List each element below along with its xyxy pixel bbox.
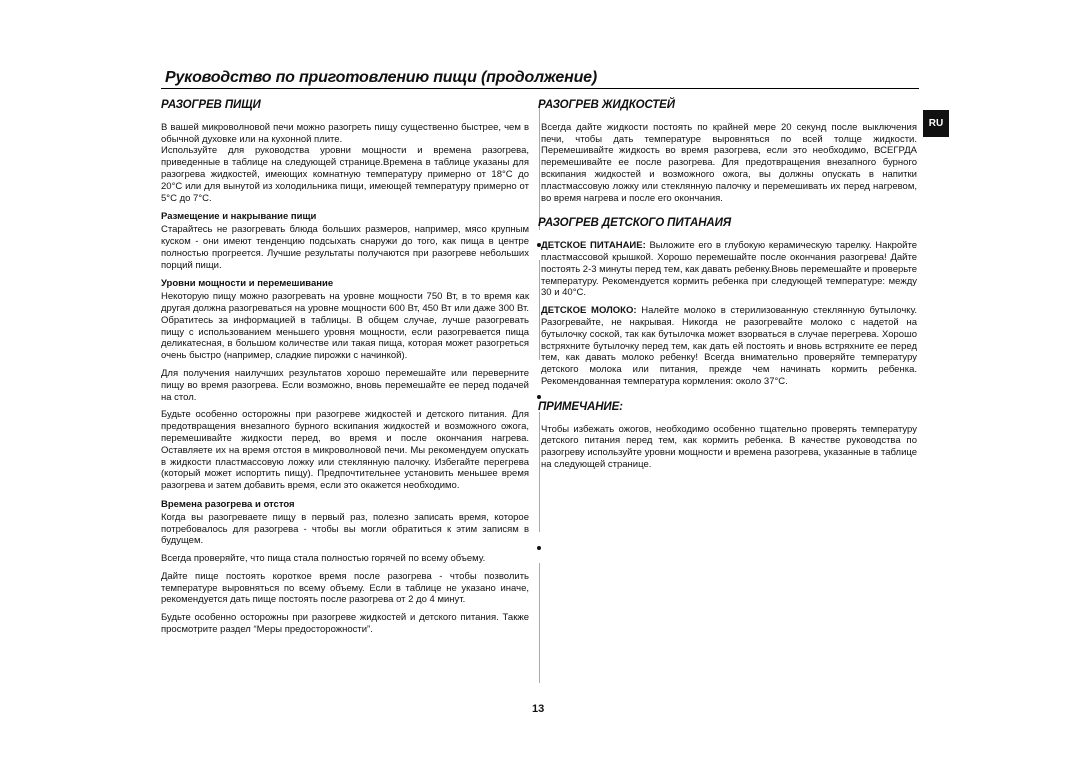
column-divider-top	[539, 100, 540, 230]
section-title-baby-food: РАЗОГРЕВ ДЕТСКОГО ПИТАНАИЯ	[538, 217, 732, 230]
subsection-title: Уровни мощности и перемешивание	[161, 278, 334, 290]
inline-label: ДЕТСКОЕ МОЛОКО:	[541, 305, 637, 317]
paragraph-text: Налейте молоко в стерилизованную стеклянную бутылочку. Разогревайте, не накрывая. Никогда не разогревайте молоко с надетой на бутылочку соской, так как бутылочка может взорваться в случае перегрева. Хорошо встряхните бутылочку перед тем, как дать ей постоять и вновь встряхните ее перед тем, как давать молоко ребенку! Всегда внимательно проверяйте температуру детского молока или питания, прежде чем начинать кормить ребенка. Рекомендованная температура кормления: около 37°C.	[541, 305, 918, 387]
paragraph: Когда вы разогреваете пищу в первый раз, полезно записать время, которое потребовалось для разогрева - чтобы вы могли обратиться к этим записям в будущем.	[161, 511, 529, 547]
paragraph: В вашей микроволновой печи можно разогреть пищу существенно быстрее, чем в обычной духовке или на кухонной плите.	[161, 121, 529, 145]
column-divider-middle	[539, 260, 540, 360]
right-column	[538, 99, 918, 477]
paragraph: Некоторую пищу можно разогревать на уровне мощности 750 Вт, в то время как другая должна разогреваться на уровне мощности 600 Вт, 450 Вт или даже 300 Вт. Обратитесь за информацией в таблицы. В общем случае, лучше разогревать пищу с использованием меньшего уровня мощности, если разогревается пища деликатесная, в большом количестве или такая пища, которая может разогреться очень быстро (например, сладкие пирожки с начинкой).	[161, 291, 529, 362]
paragraph: Будьте особенно осторожны при разогреве жидкостей и детского питания. Для предотвращения внезапного бурного вскипания жидкостей и возможного ожога, перемешивайте жидкости перед, во время и после окончания нагрева. Оставляете их на время отстоя в микроволновой печи. Мы рекомендуем опускать в жидкости пластмассовую ложку или стеклянную палочку. Избегайте перегрева (который может испортить пищу). Предпочтительнее установить меньшее время разогрева и затем добавить время, если это окажется необходимо.	[161, 409, 529, 492]
column-divider-lower	[539, 412, 540, 532]
header-rule	[161, 88, 919, 89]
binding-dot	[537, 546, 541, 550]
page-number: 13	[532, 703, 545, 715]
paragraph-text: Выложите его в глубокую керамическую тарелку. Накройте пластмассовой крышкой. Хорошо перемешайте после окончания разогрева! Дайте постоять 2-3 минуты перед тем, как давать ребенку.Вновь перемешайте и проверьте температуру. Рекомендуется кормить ребенка при следующей температуре: между 30 и 40°C.	[541, 240, 918, 299]
inline-label: ДЕТСКОЕ ПИТАНАИЕ:	[541, 240, 646, 252]
page-header-title: Руководство по приготовлению пищи (продолжение)	[165, 69, 597, 86]
paragraph: Дайте пище постоять короткое время после разогрева - чтобы позволить температуре выровняться по всему объему. Если в таблице не указано иначе, рекомендуется дать пище постоять после разогрева от 2 до 4 минут.	[161, 570, 529, 606]
section-title-liquid-reheating: РАЗОГРЕВ ЖИДКОСТЕЙ	[538, 99, 675, 111]
paragraph: Будьте особенно осторожны при разогреве жидкостей и детского питания. Также просмотрите раздел “Меры предосторожности”.	[161, 612, 529, 636]
paragraph: Используйте для руководства уровни мощности и времена разогрева, приведенные в таблице на следующей странице.Времена в таблице указаны для разогрева жидкостей, имеющих комнатную температуру примерно от 18°C до 20°C или для вынутой из холодильника пищи, имеющей температуру примерно от 5°C до 7°C.	[161, 145, 529, 204]
paragraph: Всегда проверяйте, что пища стала полностью горячей по всему объему.	[161, 553, 486, 565]
paragraph: Для получения наилучших результатов хорошо перемешайте или переверните пищу во время разогрева. Если возможно, вновь перемешайте ее перед подачей на стол.	[161, 367, 529, 403]
section-title-food-reheating: РАЗОГРЕВ ПИЩИ	[161, 99, 261, 111]
subsection-title: Времена разогрева и отстоя	[161, 498, 295, 510]
paragraph: Старайтесь не разогревать блюда больших размеров, например, мясо крупным куском - они имеют тенденцию подсыхать снаружи до того, как пища в центре полностью прогреется. Лучшие результаты получаются при разогреве небольших порций пищи.	[161, 224, 529, 271]
subsection-title: Размещение и накрывание пищи	[161, 211, 317, 223]
paragraph: Чтобы избежать ожогов, необходимо особенно тщательно проверять температуру детского питания перед тем, как кормить ребенка. В качестве руководства по разогреву используйте уровни мощности и времена разогрева, указанные в таблице на следующей странице.	[541, 423, 917, 470]
language-badge: RU	[923, 110, 949, 137]
section-title-note: ПРИМЕЧАНИЕ:	[538, 400, 623, 413]
left-column	[161, 100, 529, 642]
paragraph-baby-milk	[541, 305, 917, 388]
paragraph: Всегда дайте жидкости постоять по крайней мере 20 секунд после выключения печи, чтобы дать температуре выровняться по всей толще жидкости. Перемешивайте жидкость во время разогрева, если это необходимо, ВСЕГРДА перемешивайте ее после разогрева. Для предотвращения внезапного бурного вскипания жидкостей и возможного ожога, вы должны опускать в напитки пластмассовую ложку или стеклянную палочку и перемешивать их перед нагревом, во время нагрева и после его окончания.	[541, 121, 917, 204]
column-divider-bottom	[539, 563, 540, 683]
paragraph-baby-food	[541, 240, 917, 299]
